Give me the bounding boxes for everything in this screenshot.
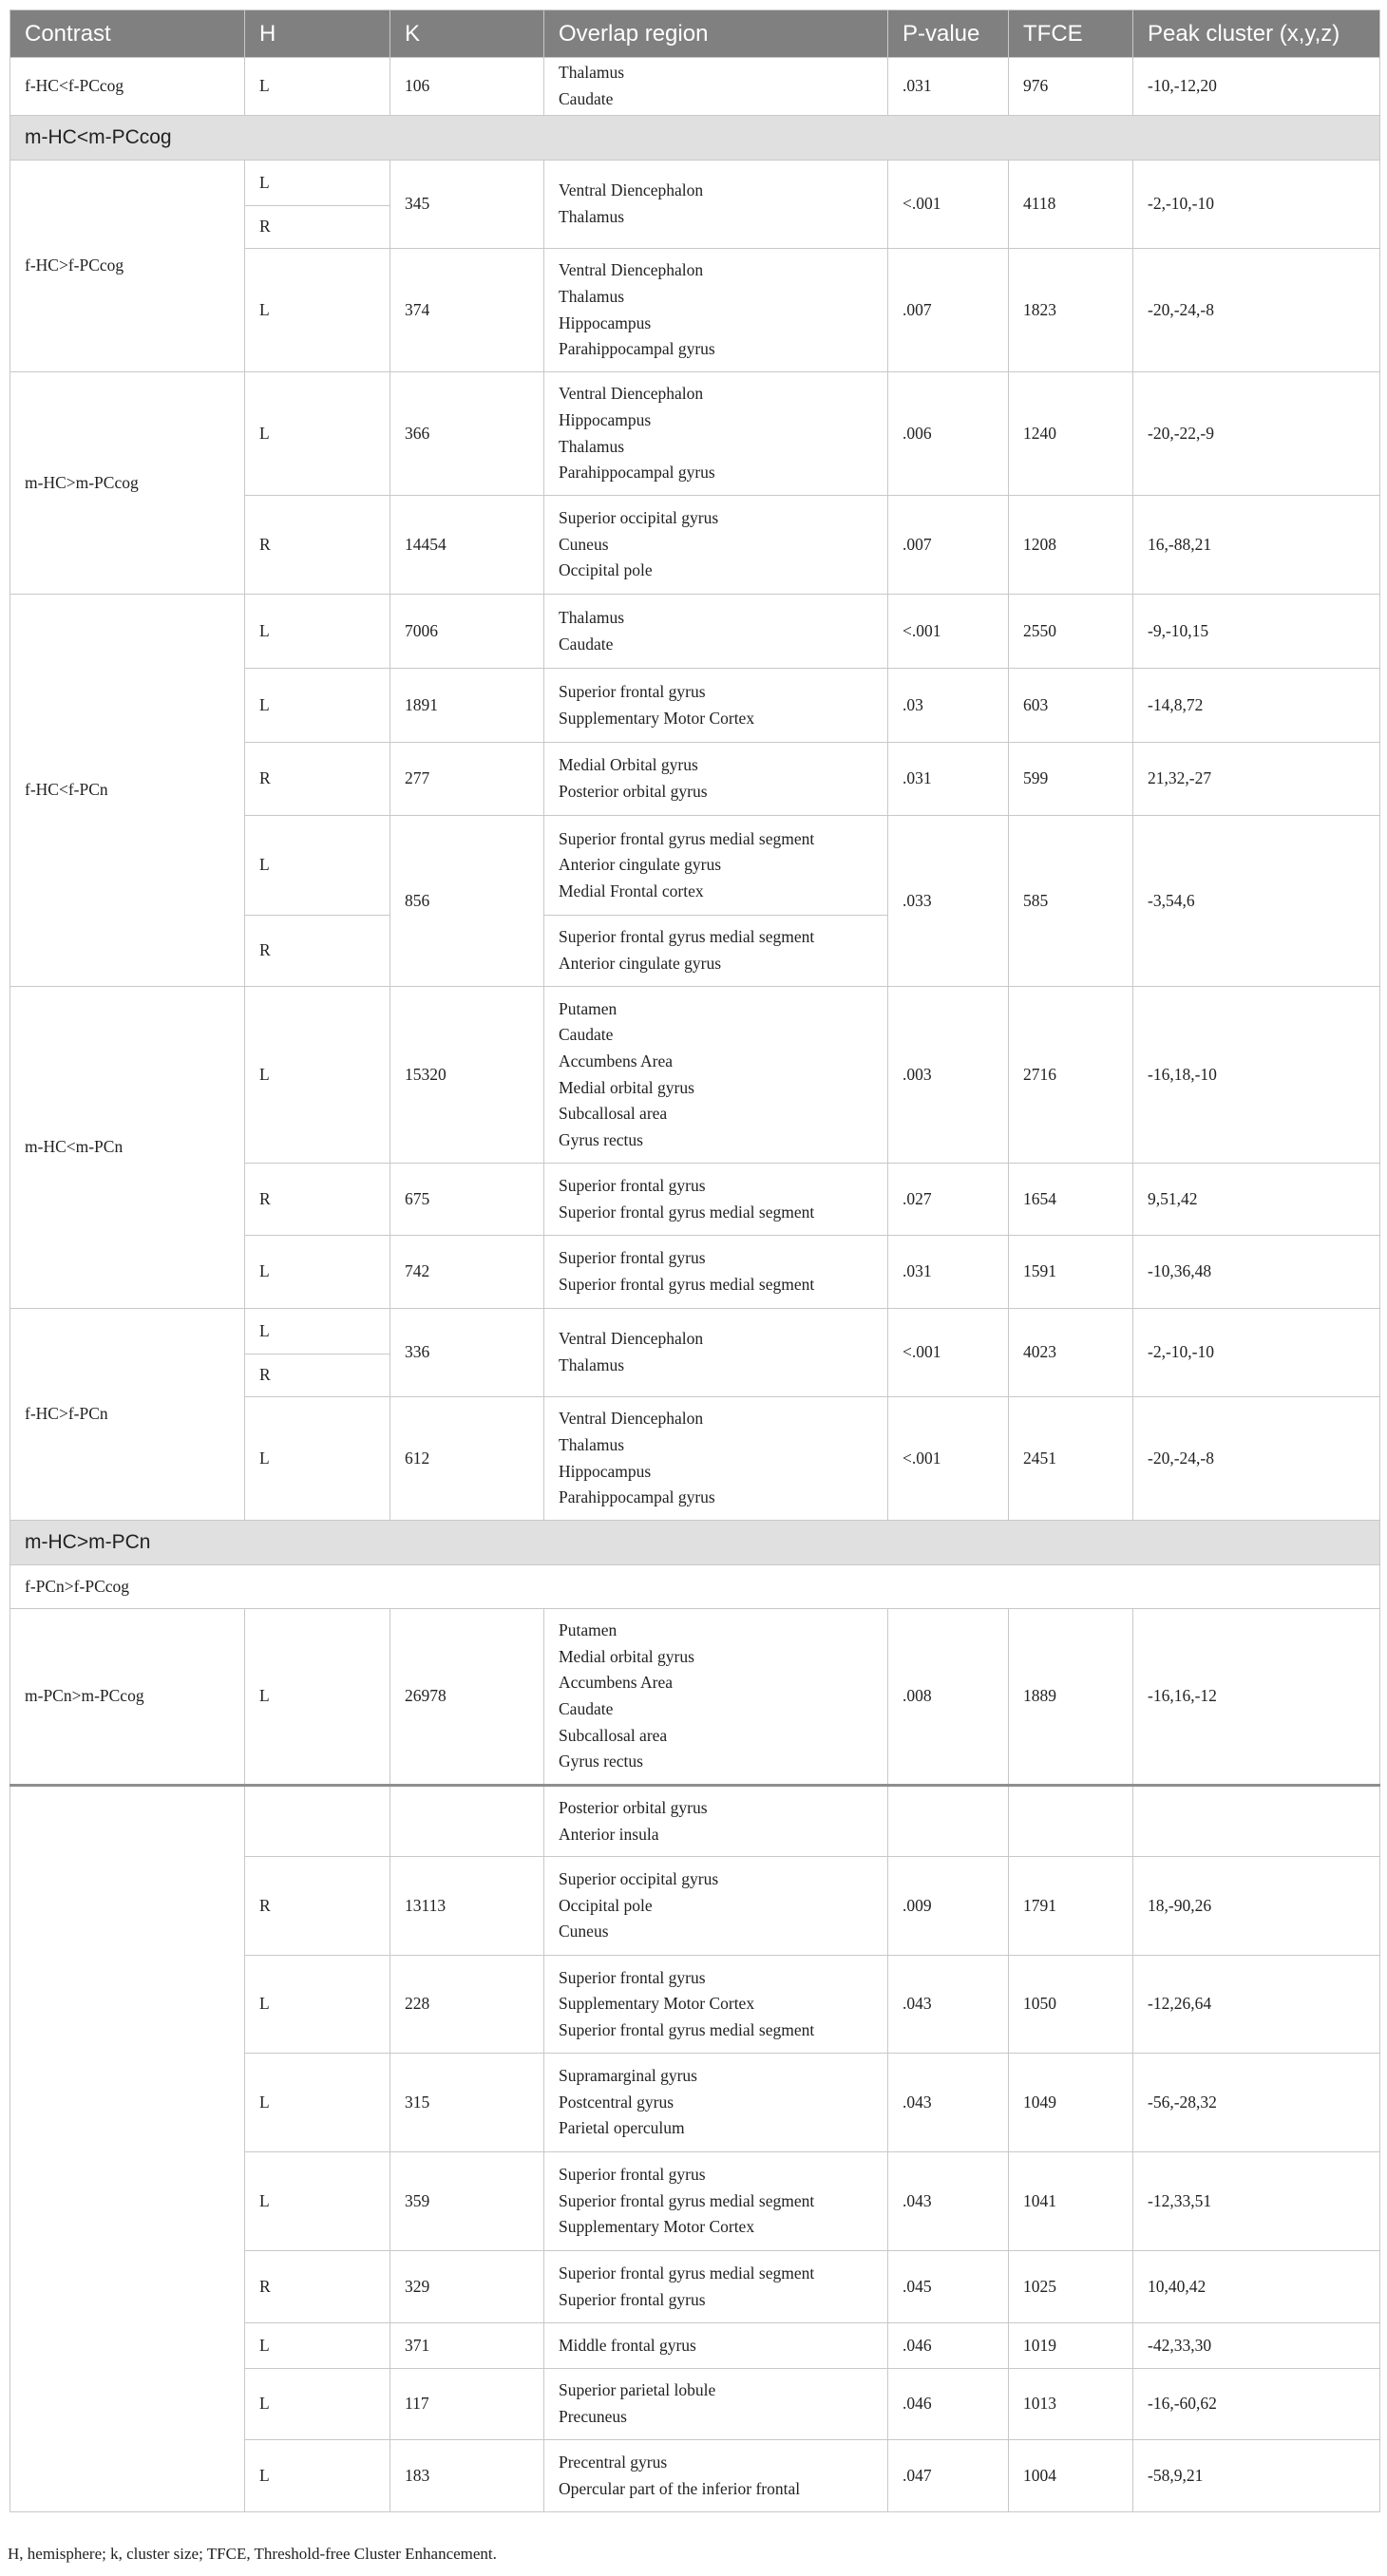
region-line: Gyrus rectus — [559, 1752, 643, 1771]
overlap-region-cell — [544, 1609, 888, 1786]
hemisphere-cell: R — [245, 2251, 390, 2323]
hemisphere-cell: L — [245, 58, 390, 116]
region-line: Thalamus — [559, 207, 625, 226]
overlap-region-cell — [544, 816, 888, 916]
region-line: Superior frontal gyrus — [559, 2289, 706, 2309]
tfce-cell: 599 — [1009, 743, 1133, 816]
overlap-region-cell — [544, 916, 888, 987]
p-value-cell: .03 — [888, 669, 1009, 743]
cluster-size-cell: 117 — [390, 2369, 544, 2440]
p-value-cell: .031 — [888, 1236, 1009, 1309]
peak-cluster-cell — [1133, 1786, 1380, 1857]
contrast-cell: f-HC>f-PCn — [10, 1309, 245, 1521]
region-line: Superior occipital gyrus — [559, 508, 719, 528]
overlap-region-cell — [544, 1309, 888, 1397]
p-value-cell: .046 — [888, 2369, 1009, 2440]
hemisphere-cell: L — [245, 2440, 390, 2512]
region-line: Superior parietal lobule — [559, 2380, 716, 2400]
region-line: Anterior insula — [559, 1824, 659, 1844]
region-line: Superior frontal gyrus medial segment — [559, 2190, 815, 2210]
cluster-size-cell: 106 — [390, 58, 544, 116]
contrast-cell — [10, 1786, 245, 2512]
cluster-size-cell: 277 — [390, 743, 544, 816]
section-label: m-HC<m-PCcog — [10, 116, 1380, 161]
hemisphere-cell: L — [245, 1236, 390, 1309]
p-value-cell: .031 — [888, 743, 1009, 816]
cluster-size-cell: 345 — [390, 161, 544, 249]
overlap-region-cell — [544, 1857, 888, 1956]
peak-cluster-cell: -42,33,30 — [1133, 2323, 1380, 2369]
p-value-cell: .003 — [888, 987, 1009, 1164]
section-row — [10, 116, 1380, 161]
tfce-cell: 4023 — [1009, 1309, 1133, 1397]
header-contrast: Contrast — [10, 10, 245, 58]
hemisphere-cell: L — [245, 816, 390, 916]
overlap-region-cell — [544, 58, 888, 116]
overlap-region-cell — [544, 2054, 888, 2152]
cluster-size-cell: 371 — [390, 2323, 544, 2369]
tfce-cell: 1019 — [1009, 2323, 1133, 2369]
region-line: Medial Frontal cortex — [559, 881, 704, 900]
region-line: Opercular part of the inferior frontal — [559, 2478, 801, 2498]
tfce-cell: 1050 — [1009, 1956, 1133, 2054]
region-line: Gyrus rectus — [559, 1129, 643, 1149]
tfce-cell: 1654 — [1009, 1164, 1133, 1236]
region-line: Cuneus — [559, 1922, 609, 1941]
p-value-cell — [888, 1786, 1009, 1857]
table-row — [10, 372, 1380, 496]
overlap-region-cell — [544, 1956, 888, 2054]
region-line: Middle frontal gyrus — [559, 2335, 696, 2355]
overlap-region-cell — [544, 669, 888, 743]
hemisphere-cell: L — [245, 669, 390, 743]
contrast-cell: m-HC>m-PCcog — [10, 372, 245, 595]
region-line: Superior frontal gyrus — [559, 681, 706, 701]
region-line: Occipital pole — [559, 560, 653, 580]
region-line: Precuneus — [559, 2407, 627, 2426]
overlap-region-cell — [544, 595, 888, 669]
region-line: Superior frontal gyrus medial segment — [559, 927, 815, 947]
p-value-cell: .045 — [888, 2251, 1009, 2323]
header-tfce: TFCE — [1009, 10, 1133, 58]
overlap-region-cell — [544, 2152, 888, 2251]
hemisphere-cell: R — [245, 496, 390, 595]
cluster-size-cell: 336 — [390, 1309, 544, 1397]
section-row — [10, 1521, 1380, 1565]
peak-cluster-cell: -2,-10,-10 — [1133, 161, 1380, 249]
region-line: Superior frontal gyrus medial segment — [559, 1202, 815, 1222]
region-line: Anterior cingulate gyrus — [559, 954, 722, 973]
cluster-size-cell: 1891 — [390, 669, 544, 743]
region-line: Medial Orbital gyrus — [559, 755, 698, 775]
header-h: H — [245, 10, 390, 58]
peak-cluster-cell: 21,32,-27 — [1133, 743, 1380, 816]
peak-cluster-cell: -16,18,-10 — [1133, 987, 1380, 1164]
peak-cluster-cell: -14,8,72 — [1133, 669, 1380, 743]
overlap-region-cell — [544, 1786, 888, 1857]
peak-cluster-cell: -12,26,64 — [1133, 1956, 1380, 2054]
hemisphere-cell: L — [245, 2152, 390, 2251]
region-line: Parietal operculum — [559, 2118, 685, 2138]
region-line: Supramarginal gyrus — [559, 2066, 697, 2086]
region-line: Thalamus — [559, 63, 625, 83]
region-line: Parahippocampal gyrus — [559, 463, 715, 483]
p-value-cell: .008 — [888, 1609, 1009, 1786]
region-line: Superior frontal gyrus medial segment — [559, 1275, 815, 1294]
table-row — [10, 987, 1380, 1164]
hemisphere-cell: L — [245, 2054, 390, 2152]
header-p-value: P-value — [888, 10, 1009, 58]
tfce-cell: 1025 — [1009, 2251, 1133, 2323]
p-value-cell: .043 — [888, 1956, 1009, 2054]
header-peak-cluster: Peak cluster (x,y,z) — [1133, 10, 1380, 58]
peak-cluster-cell: -10,-12,20 — [1133, 58, 1380, 116]
hemisphere-cell: L — [245, 2369, 390, 2440]
region-line: Hippocampus — [559, 409, 652, 429]
hemisphere-cell: L — [245, 595, 390, 669]
cluster-size-cell: 329 — [390, 2251, 544, 2323]
region-line: Caudate — [559, 1025, 614, 1045]
tfce-cell: 2451 — [1009, 1397, 1133, 1521]
contrast-cell: m-HC<m-PCn — [10, 987, 245, 1309]
cluster-size-cell: 675 — [390, 1164, 544, 1236]
table-row — [10, 1609, 1380, 1786]
region-line: Parahippocampal gyrus — [559, 1487, 715, 1507]
overlap-region-cell — [544, 249, 888, 372]
hemisphere-cell: L — [245, 2323, 390, 2369]
region-line: Ventral Diencephalon — [559, 1329, 704, 1349]
region-line: Postcentral gyrus — [559, 2092, 674, 2112]
contrast-cell: f-HC<f-PCcog — [10, 58, 245, 116]
region-line: Anterior cingulate gyrus — [559, 855, 722, 875]
p-value-cell: .007 — [888, 249, 1009, 372]
hemisphere-cell: L — [245, 1956, 390, 2054]
region-line: Hippocampus — [559, 313, 652, 332]
region-line: Medial orbital gyrus — [559, 1646, 694, 1666]
region-line: Accumbens Area — [559, 1673, 674, 1693]
hemisphere-cell: R — [245, 1164, 390, 1236]
cluster-size-cell: 374 — [390, 249, 544, 372]
region-line: Superior frontal gyrus medial segment — [559, 2019, 815, 2039]
cluster-size-cell: 856 — [390, 816, 544, 987]
cluster-size-cell: 315 — [390, 2054, 544, 2152]
tfce-cell: 1208 — [1009, 496, 1133, 595]
tfce-cell: 1041 — [1009, 2152, 1133, 2251]
peak-cluster-cell: -2,-10,-10 — [1133, 1309, 1380, 1397]
table-row — [10, 161, 1380, 206]
region-line: Superior frontal gyrus — [559, 1175, 706, 1195]
region-line: Putamen — [559, 998, 618, 1018]
cluster-size-cell: 15320 — [390, 987, 544, 1164]
peak-cluster-cell: -10,36,48 — [1133, 1236, 1380, 1309]
header-row — [10, 10, 1380, 58]
overlap-region-cell — [544, 496, 888, 595]
cluster-size-cell: 7006 — [390, 595, 544, 669]
p-value-cell: <.001 — [888, 1397, 1009, 1521]
cluster-size-cell: 26978 — [390, 1609, 544, 1786]
peak-cluster-cell: -58,9,21 — [1133, 2440, 1380, 2512]
hemisphere-cell: L — [245, 249, 390, 372]
region-line: Posterior orbital gyrus — [559, 1797, 708, 1817]
region-line: Putamen — [559, 1620, 618, 1640]
p-value-cell: <.001 — [888, 1309, 1009, 1397]
overlap-region-cell — [544, 2251, 888, 2323]
table-row — [10, 1786, 1380, 1857]
hemisphere-cell: R — [245, 743, 390, 816]
region-line: Medial orbital gyrus — [559, 1077, 694, 1097]
peak-cluster-cell: 9,51,42 — [1133, 1164, 1380, 1236]
contrast-cell: f-PCn>f-PCcog — [10, 1565, 1380, 1609]
tfce-cell: 1049 — [1009, 2054, 1133, 2152]
table-row — [10, 1309, 1380, 1354]
region-line: Caudate — [559, 1699, 614, 1718]
tfce-cell: 1240 — [1009, 372, 1133, 496]
p-value-cell: .046 — [888, 2323, 1009, 2369]
peak-cluster-cell: -20,-22,-9 — [1133, 372, 1380, 496]
tfce-cell: 603 — [1009, 669, 1133, 743]
tfce-cell: 976 — [1009, 58, 1133, 116]
cluster-size-cell: 612 — [390, 1397, 544, 1521]
p-value-cell: .009 — [888, 1857, 1009, 1956]
hemisphere-cell: R — [245, 916, 390, 987]
peak-cluster-cell: 16,-88,21 — [1133, 496, 1380, 595]
overlap-region-cell — [544, 161, 888, 249]
tfce-cell: 1013 — [1009, 2369, 1133, 2440]
cluster-size-cell — [390, 1786, 544, 1857]
region-line: Superior frontal gyrus medial segment — [559, 2263, 815, 2282]
overlap-region-cell — [544, 1236, 888, 1309]
region-line: Thalamus — [559, 286, 625, 306]
tfce-cell: 4118 — [1009, 161, 1133, 249]
region-line: Ventral Diencephalon — [559, 260, 704, 280]
hemisphere-cell: L — [245, 372, 390, 496]
hemisphere-cell — [245, 1786, 390, 1857]
p-value-cell: .007 — [888, 496, 1009, 595]
p-value-cell: <.001 — [888, 161, 1009, 249]
overlap-region-cell — [544, 987, 888, 1164]
region-line: Supplementary Motor Cortex — [559, 2217, 755, 2237]
p-value-cell: .027 — [888, 1164, 1009, 1236]
p-value-cell: <.001 — [888, 595, 1009, 669]
tfce-cell: 2716 — [1009, 987, 1133, 1164]
peak-cluster-cell: -12,33,51 — [1133, 2152, 1380, 2251]
tfce-cell: 1591 — [1009, 1236, 1133, 1309]
cluster-size-cell: 742 — [390, 1236, 544, 1309]
tfce-cell: 1004 — [1009, 2440, 1133, 2512]
cluster-size-cell: 183 — [390, 2440, 544, 2512]
peak-cluster-cell: 10,40,42 — [1133, 2251, 1380, 2323]
section-label: m-HC>m-PCn — [10, 1521, 1380, 1565]
region-line: Thalamus — [559, 1355, 625, 1374]
tfce-cell: 2550 — [1009, 595, 1133, 669]
cluster-size-cell: 366 — [390, 372, 544, 496]
region-line: Caudate — [559, 634, 614, 653]
hemisphere-cell: R — [245, 1857, 390, 1956]
table-footnote: H, hemisphere; k, cluster size; TFCE, Threshold-free Cluster Enhancement. — [8, 2545, 497, 2563]
contrast-cell: f-HC<f-PCn — [10, 595, 245, 987]
cluster-size-cell: 13113 — [390, 1857, 544, 1956]
region-line: Supplementary Motor Cortex — [559, 1994, 755, 2014]
hemisphere-cell: L — [245, 1309, 390, 1354]
table-row — [10, 1565, 1380, 1609]
region-line: Ventral Diencephalon — [559, 1409, 704, 1429]
cluster-size-cell: 14454 — [390, 496, 544, 595]
overlap-region-cell — [544, 2369, 888, 2440]
peak-cluster-cell: -9,-10,15 — [1133, 595, 1380, 669]
header-overlap-region: Overlap region — [544, 10, 888, 58]
hemisphere-cell: L — [245, 1397, 390, 1521]
region-line: Occipital pole — [559, 1895, 653, 1915]
peak-cluster-cell: -16,-60,62 — [1133, 2369, 1380, 2440]
p-value-cell: .047 — [888, 2440, 1009, 2512]
cluster-size-cell: 228 — [390, 1956, 544, 2054]
region-line: Thalamus — [559, 436, 625, 456]
peak-cluster-cell: -3,54,6 — [1133, 816, 1380, 987]
peak-cluster-cell: -20,-24,-8 — [1133, 249, 1380, 372]
region-line: Precentral gyrus — [559, 2452, 668, 2472]
contrast-cell: f-HC>f-PCcog — [10, 161, 245, 372]
region-line: Thalamus — [559, 1434, 625, 1454]
table-row — [10, 595, 1380, 669]
overlap-region-cell — [544, 2440, 888, 2512]
region-line: Superior frontal gyrus — [559, 1248, 706, 1268]
hemisphere-cell: R — [245, 206, 390, 249]
tfce-cell: 1823 — [1009, 249, 1133, 372]
region-line: Posterior orbital gyrus — [559, 782, 708, 801]
region-line: Supplementary Motor Cortex — [559, 708, 755, 728]
region-line: Ventral Diencephalon — [559, 384, 704, 404]
region-line: Caudate — [559, 89, 614, 108]
overlap-region-cell — [544, 743, 888, 816]
hemisphere-cell: L — [245, 987, 390, 1164]
region-line: Superior frontal gyrus — [559, 1967, 706, 1987]
peak-cluster-cell: -20,-24,-8 — [1133, 1397, 1380, 1521]
tfce-cell: 1889 — [1009, 1609, 1133, 1786]
region-line: Thalamus — [559, 607, 625, 627]
cluster-size-cell: 359 — [390, 2152, 544, 2251]
peak-cluster-cell: 18,-90,26 — [1133, 1857, 1380, 1956]
overlap-region-cell — [544, 372, 888, 496]
region-line: Superior frontal gyrus — [559, 2165, 706, 2185]
region-line: Hippocampus — [559, 1461, 652, 1481]
table-row — [10, 58, 1380, 116]
results-table — [10, 9, 1380, 2512]
tfce-cell: 1791 — [1009, 1857, 1133, 1956]
p-value-cell: .043 — [888, 2054, 1009, 2152]
region-line: Superior occipital gyrus — [559, 1869, 719, 1889]
region-line: Cuneus — [559, 534, 609, 554]
region-line: Subcallosal area — [559, 1104, 668, 1124]
hemisphere-cell: L — [245, 161, 390, 206]
tfce-cell: 585 — [1009, 816, 1133, 987]
peak-cluster-cell: -56,-28,32 — [1133, 2054, 1380, 2152]
header-k: K — [390, 10, 544, 58]
region-line: Parahippocampal gyrus — [559, 339, 715, 359]
peak-cluster-cell: -16,16,-12 — [1133, 1609, 1380, 1786]
region-line: Subcallosal area — [559, 1725, 668, 1745]
p-value-cell: .033 — [888, 816, 1009, 987]
overlap-region-cell — [544, 1164, 888, 1236]
contrast-cell: m-PCn>m-PCcog — [10, 1609, 245, 1786]
region-line: Accumbens Area — [559, 1051, 674, 1070]
p-value-cell: .006 — [888, 372, 1009, 496]
overlap-region-cell — [544, 2323, 888, 2369]
hemisphere-cell: R — [245, 1354, 390, 1397]
overlap-region-cell — [544, 1397, 888, 1521]
region-line: Superior frontal gyrus medial segment — [559, 828, 815, 848]
p-value-cell: .043 — [888, 2152, 1009, 2251]
region-line: Ventral Diencephalon — [559, 180, 704, 200]
hemisphere-cell: L — [245, 1609, 390, 1786]
p-value-cell: .031 — [888, 58, 1009, 116]
tfce-cell — [1009, 1786, 1133, 1857]
